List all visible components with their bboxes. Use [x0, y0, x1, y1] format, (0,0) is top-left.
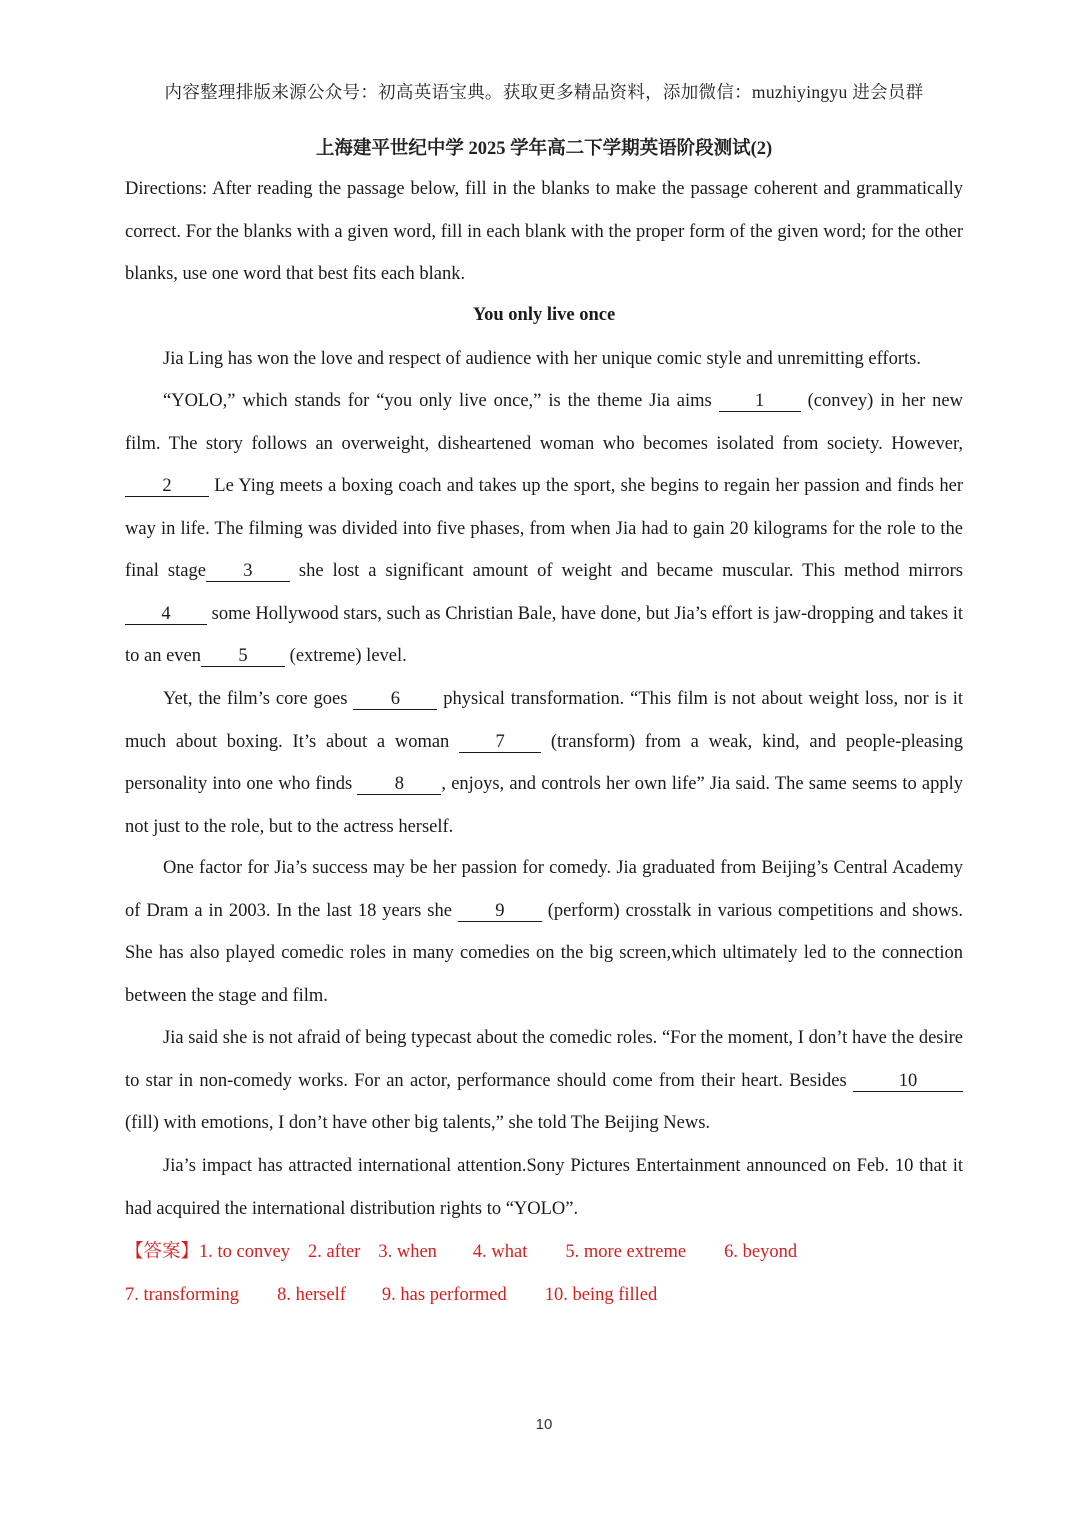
paragraph-5: Jia said she is not afraid of being typecast about the comedic roles. “For the moment, I don’t have the desire to star in non-comedy works. For an actor, performance should come from their heart. Besides 10 (fill) with emotions, I don’t have other big talents,” she told The Beijing News.	[125, 1028, 963, 1133]
paragraph-4: One factor for Jia’s success may be her passion for comedy. Jia graduated from Beijing’s Central Academy of Dram a in 2003. In the last 18 years she 9 (perform) crosstalk in various competitions and shows. She has also played comedic roles in many comedies on the big screen,which ultimately led to the connection between the stage and film.	[125, 858, 964, 1006]
answer-item: 8. herself	[277, 1284, 346, 1305]
page-number: 10	[535, 1416, 553, 1433]
answer-item: 3. when	[378, 1242, 437, 1262]
answer-key	[125, 1231, 963, 1316]
blank-1: 1	[719, 391, 801, 412]
paragraph-6: Jia’s impact has attracted international attention.Sony Pictures Entertainment announced on Feb. 10 that it had acquired the international distribution rights to “YOLO”.	[125, 1156, 963, 1219]
paragraph-3: Yet, the film’s core goes 6 physical transformation. “This film is not about weight loss, nor is it much about boxing. It’s about a woman 7 (transform) from a weak, kind, and people-pleasing personality into one who finds 8 , enjoys, and controls her own life” Jia said. The same seems to apply not just to the role, but to the actress herself.	[125, 689, 964, 837]
blank-9: 9	[458, 901, 542, 922]
answer-item: 2. after	[307, 1242, 361, 1262]
blank-8: 8	[357, 774, 441, 795]
answer-item: 9. has performed	[381, 1284, 507, 1305]
paragraph-1: Jia Ling has won the love and respect of audience with her unique comic style and unremitting efforts.	[163, 349, 921, 369]
blank-4: 4	[125, 604, 207, 625]
document-title: 上海建平世纪中学 2025 学年高二下学期英语阶段测试(2)	[315, 139, 773, 159]
answer-row-2	[125, 1274, 963, 1317]
answer-item: 7. transforming	[125, 1284, 240, 1305]
answer-row-1	[125, 1231, 963, 1274]
blank-7: 7	[459, 732, 541, 753]
blank-5: 5	[201, 646, 285, 667]
blank-10: 10	[853, 1071, 963, 1092]
directions: Directions: After reading the passage below, fill in the blanks to make the passage coherent and grammatically correct. For the blanks with a given word, fill in each blank with the proper form of the given word; for the other blanks, use one word that best fits each blank.	[125, 179, 963, 284]
answer-item: 1. to convey	[199, 1242, 290, 1262]
answer-item: 10. being filled	[544, 1284, 658, 1305]
answer-item: 5. more extreme	[565, 1242, 687, 1262]
answer-item: 6. beyond	[724, 1242, 798, 1262]
blank-3: 3	[206, 561, 290, 582]
paragraph-2: “YOLO,” which stands for “you only live once,” is the theme Jia aims 1 (convey) in her new film. The story follows an overweight, disheartened woman who becomes isolated from society. However, 2 Le Ying meets a boxing coach and takes up the sport, she begins to regain her passion and finds her way in life. The filming was divided into five phases, from when Jia had to gain 20 kilograms for the role to the final stage 3 she lost a significant amount of weight and became muscular. This method mirrors 4 some Hollywood stars, such as Christian Bale, have done, but Jia’s effort is jaw-dropping and takes it to an even 5 (extreme) level.	[125, 391, 963, 666]
source-note: 内容整理排版来源公众号：初高英语宝典。获取更多精品资料，添加微信：muzhiyingyu 进会员群	[164, 82, 924, 102]
blank-2: 2	[125, 476, 209, 497]
answer-item: 4. what	[472, 1242, 528, 1262]
answer-label: 【答案】	[125, 1242, 200, 1262]
passage-title: You only live once	[472, 305, 616, 325]
blank-6: 6	[353, 689, 437, 710]
